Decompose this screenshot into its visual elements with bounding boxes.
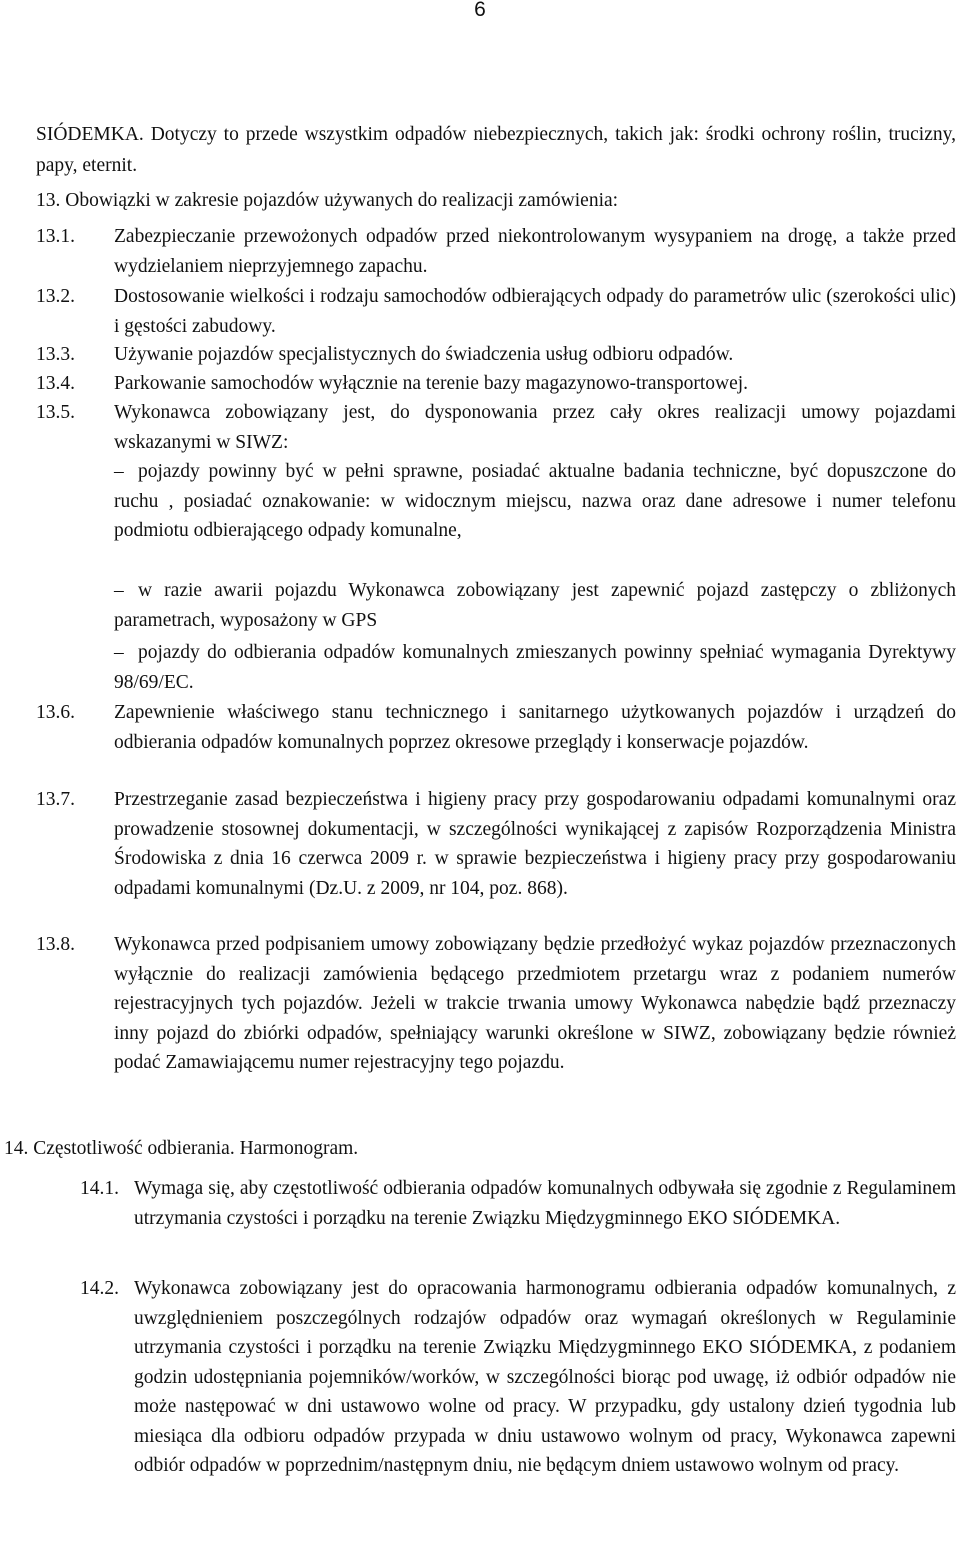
item-number: 13.4. [36, 373, 75, 394]
section-14-heading: 14. Częstotliwość odbierania. Harmonogram. [4, 1138, 359, 1159]
bullet-text: pojazdy powinny być w pełni sprawne, posiadać aktualne badania techniczne, być dopuszczone do ruchu , posiadać oznakowanie: w widocznym miejscu, nazwa oraz dane adresowe i numer telefonu podmiotu odbierającego odpady komunalne, [114, 461, 956, 541]
section-13-heading: 13. Obowiązki w zakresie pojazdów używanych do realizacji zamówienia: [36, 190, 619, 211]
bullet-text: pojazdy do odbierania odpadów komunalnych zmieszanych powinny spełniać wymagania Dyrektywy 98/69/EC. [114, 642, 956, 693]
item-number: 13.2. [36, 286, 75, 307]
dash-marker: – [114, 461, 124, 482]
item-number: 13.5. [36, 402, 75, 423]
item-text: Wykonawca zobowiązany jest, do dysponowania przez cały okres realizacji umowy pojazdami wskazanymi w SIWZ: [114, 402, 956, 453]
bullet-text: w razie awarii pojazdu Wykonawca zobowiązany jest zapewnić pojazd zastępczy o zbliżonych parametrach, wyposażony w GPS [114, 580, 956, 631]
item-number: 13.6. [36, 702, 75, 723]
dash-marker: – [114, 580, 124, 601]
item-text: Dostosowanie wielkości i rodzaju samochodów odbierających odpady do parametrów ulic (szerokości ulic) i gęstości zabudowy. [114, 286, 956, 337]
item-number: 14.2. [80, 1278, 119, 1299]
item-number: 14.1. [80, 1178, 119, 1199]
item-number: 13.3. [36, 344, 75, 365]
item-text: Parkowanie samochodów wyłącznie na terenie bazy magazynowo-transportowej. [114, 373, 749, 394]
item-number: 13.8. [36, 934, 75, 955]
item-text: Wymaga się, aby częstotliwość odbierania odpadów komunalnych odbywała się zgodnie z Regulaminem utrzymania czystości i porządku na terenie Związku Międzygminnego EKO SIÓDEMKA. [134, 1178, 956, 1229]
item-text: Wykonawca przed podpisaniem umowy zobowiązany będzie przedłożyć wykaz pojazdów przeznaczonych wyłącznie do realizacji zamówienia będącego przedmiotem przetargu wraz z podaniem numerów rejestracyjnych tych pojazdów. Jeżeli w trakcie trwania umowy Wykonawca nabędzie bądź przeznaczy inny pojazd do zbiórki odpadów, spełniający warunki określone w SIWZ, zobowiązany będzie również podać Zamawiającemu numer rejestracyjny tego pojazdu. [114, 934, 956, 1073]
item-text: Zabezpieczanie przewożonych odpadów przed niekontrolowanym wysypaniem na drogę, a także przed wydzielaniem nieprzyjemnego zapachu. [114, 226, 956, 277]
item-number: 13.1. [36, 226, 75, 247]
dash-marker: – [114, 642, 124, 663]
item-text: Wykonawca zobowiązany jest do opracowania harmonogramu odbierania odpadów komunalnych, z uwzględnieniem poszczególnych rodzajów odpadów oraz wymagań określonych w Regulaminie utrzymania czystości i porządku na terenie Związku Międzygminnego EKO SIÓDEMKA, z podaniem godzin udostępniania pojemników/worków, w szczególności biorąc pod uwagę, iż odbiór odpadów nie może następować w dni ustawowo wolne od pracy. W przypadku, gdy ustalony dzień tygodnia lub miesiąca dla odbioru odpadów przypada w dniu ustawowo wolnym od pracy, Wykonawca zapewni odbiór odpadów w poprzednim/następnym dniu, nie będącym dniem ustawowo wolnym od pracy. [134, 1278, 956, 1476]
item-number: 13.7. [36, 789, 75, 810]
page-number: 6 [474, 0, 486, 21]
item-text: Używanie pojazdów specjalistycznych do świadczenia usług odbioru odpadów. [114, 344, 734, 365]
item-text: Zapewnienie właściwego stanu technicznego i sanitarnego użytkowanych pojazdów i urządzeń do odbierania odpadów komunalnych poprzez okresowe przeglądy i konserwacje pojazdów. [114, 702, 956, 753]
intro-paragraph: SIÓDEMKA. Dotyczy to przede wszystkim odpadów niebezpiecznych, takich jak: środki ochrony roślin, trucizny, papy, eternit. [36, 124, 956, 176]
item-text: Przestrzeganie zasad bezpieczeństwa i higieny pracy przy gospodarowaniu odpadami komunalnymi oraz prowadzenie stosownej dokumentacji, w szczególności wynikającej z zapisów Rozporządzenia Ministra Środowiska z dnia 16 czerwca 2009 r. w sprawie bezpieczeństwa i higieny pracy przy gospodarowaniu odpadami komunalnymi (Dz.U. z 2009, nr 104, poz. 868). [114, 789, 956, 899]
